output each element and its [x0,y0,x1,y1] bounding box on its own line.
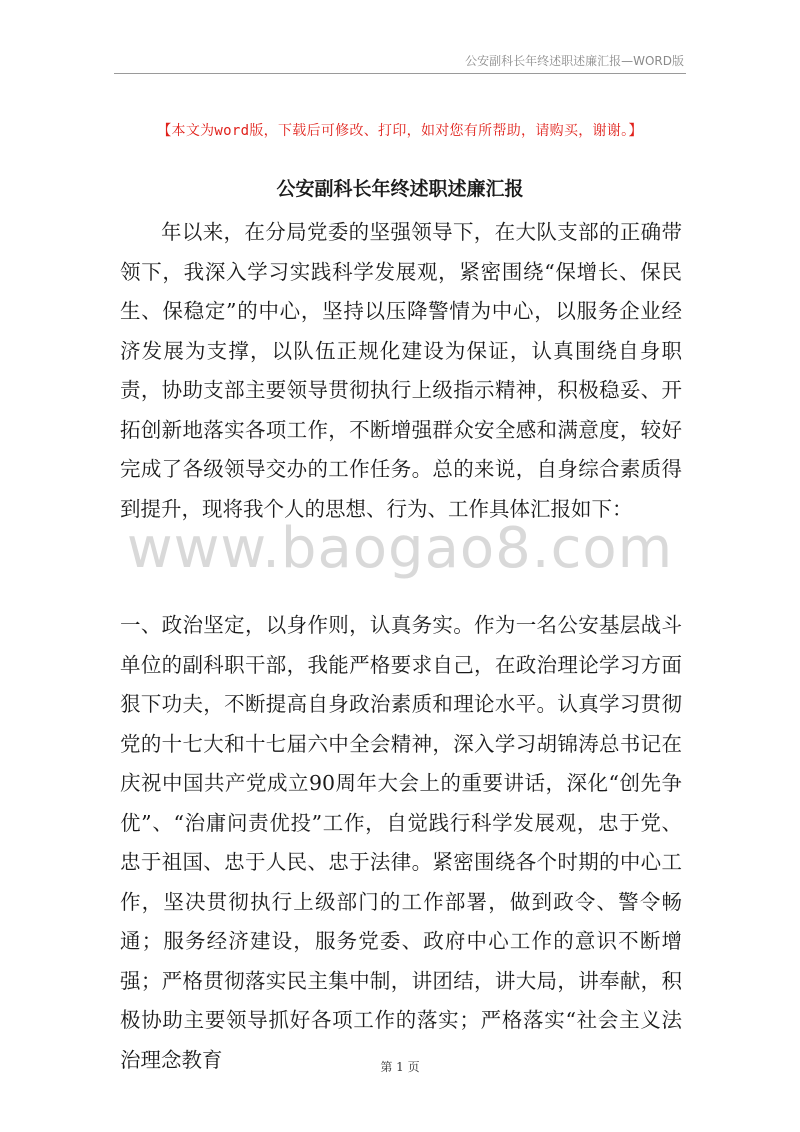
watermark: www.baogao8.com [126,516,674,581]
running-header: 公安副科长年终述职述廉汇报—WORD版 [465,54,684,68]
document-title: 公安副科长年终述职述廉汇报 [276,178,524,200]
download-notice: 【本文为word版，下载后可修改、打印，如对您有所帮助，请购买，谢谢。】 [157,123,643,139]
body-paragraph-politics: 一、政治坚定，以身作则，认真务实。作为一名公安基层战斗单位的副科职干部，我能严格要求自己，在政治理论学习方面狠下功夫，不断提高自身政治素质和理论水平。认真学习贯彻党的十七大和十七届六中全会精神，深入学习胡锦涛总书记在庆祝中国共产党成立90周年大会上的重要讲话，深化“创先争优”、“治庸问责优投”工作，自觉践行科学发展观，忠于党、忠于祖国、忠于人民、忠于法律。紧密围绕各个时期的中心工作，坚决贯彻执行上级部门的工作部署，做到政令、警令畅通；服务经济建设，服务党委、政府中心工作的意识不断增强；严格贯彻落实民主集中制，讲团结，讲大局，讲奉献，积极协助主要领导抓好各项工作的落实；严格落实“社会主义法治理念教育 [120,613,682,1072]
body-paragraph-intro: 年以来，在分局党委的坚强领导下，在大队支部的正确带领下，我深入学习实践科学发展观，紧密围绕“保增长、保民生、保稳定”的中心，坚持以压降警情为中心，以服务企业经济发展为支撑，以队伍正规化建设为保证，认真围绕自身职责，协助支部主要领导贯彻执行上级指示精神，积极稳妥、开拓创新地落实各项工作，不断增强群众安全感和满意度，较好完成了各级领导交办的工作任务。总的来说，自身综合素质得到提升，现将我个人的思想、行为、工作具体汇报如下： [120,220,682,521]
page-number: 第 1 页 [380,1060,420,1074]
header-divider [114,73,686,74]
